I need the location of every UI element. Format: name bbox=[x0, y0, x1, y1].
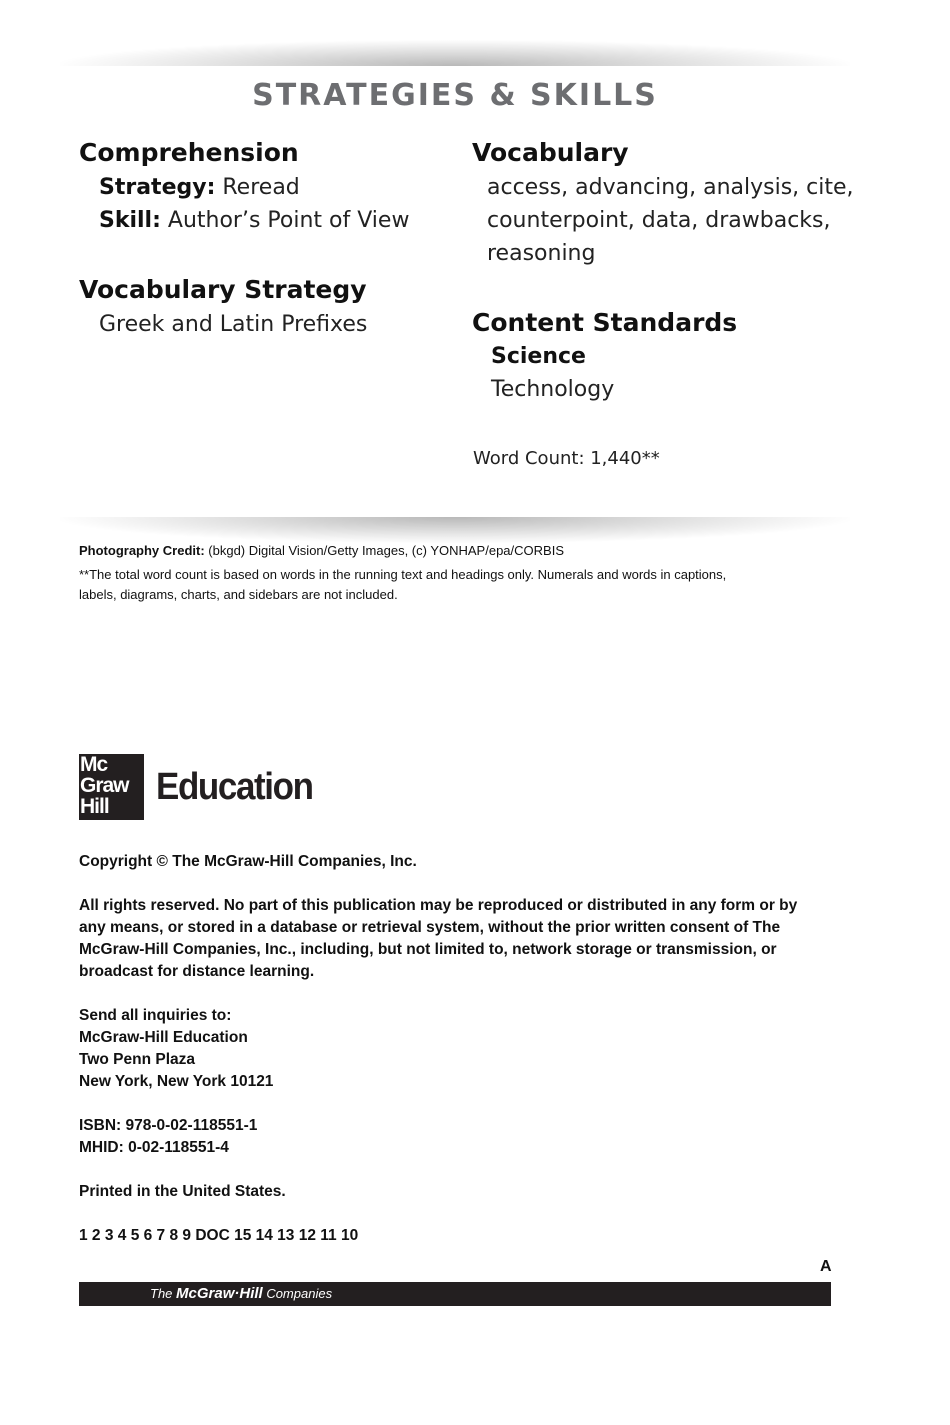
photo-credit-label: Photography Credit: bbox=[79, 543, 205, 558]
photo-credit-value: (bkgd) Digital Vision/Getty Images, (c) YONHAP/epa/CORBIS bbox=[204, 543, 564, 558]
rights-line-1: All rights reserved. No part of this publication may be reproduced or distributed in any form or by bbox=[79, 897, 798, 914]
comprehension-heading: Comprehension bbox=[79, 138, 299, 167]
strategy-line bbox=[99, 175, 300, 200]
skill-label: Skill: bbox=[99, 208, 161, 233]
footer-companies: Companies bbox=[262, 1286, 333, 1301]
banner-top-shadow bbox=[60, 40, 850, 66]
footer-the: The bbox=[150, 1286, 177, 1301]
footer-brand: McGraw·Hill bbox=[176, 1285, 263, 1302]
banner-title: STRATEGIES & SKILLS bbox=[252, 78, 658, 113]
inquiries-line-3: Two Penn Plaza bbox=[79, 1051, 195, 1068]
isbn: ISBN: 978-0-02-118551-1 bbox=[79, 1117, 258, 1134]
footer-logo bbox=[150, 1285, 332, 1302]
rights-line-2: any means, or stored in a database or retrieval system, without the prior written consent of The bbox=[79, 919, 781, 936]
copyright-line: Copyright © The McGraw-Hill Companies, Inc. bbox=[79, 853, 417, 870]
logo-wordmark: Education bbox=[156, 766, 313, 808]
vocabulary-line-3: reasoning bbox=[487, 241, 596, 266]
word-count: Word Count: 1,440** bbox=[473, 448, 660, 469]
logo-mark-line-3: Hill bbox=[80, 795, 109, 818]
strategy-value: Reread bbox=[215, 175, 300, 200]
vocabulary-heading: Vocabulary bbox=[472, 138, 629, 167]
inquiries-line-1: Send all inquiries to: bbox=[79, 1007, 232, 1024]
content-topic: Technology bbox=[491, 377, 615, 402]
mhid: MHID: 0-02-118551-4 bbox=[79, 1139, 229, 1156]
skill-value: Author’s Point of View bbox=[160, 208, 410, 233]
banner-top-edge bbox=[0, 66, 950, 76]
vocab-strategy-value: Greek and Latin Prefixes bbox=[99, 312, 368, 337]
photo-credit bbox=[79, 541, 564, 561]
strategy-label: Strategy: bbox=[99, 175, 216, 200]
word-count-note-2: labels, diagrams, charts, and sidebars are not included. bbox=[79, 587, 398, 602]
mcgraw-hill-logo-mark bbox=[79, 754, 144, 820]
word-count-note-1: **The total word count is based on words in the running text and headings only. Numerals and words in captions, bbox=[79, 567, 727, 582]
print-line: 1 2 3 4 5 6 7 8 9 DOC 15 14 13 12 11 10 bbox=[79, 1227, 359, 1244]
vocab-strategy-heading: Vocabulary Strategy bbox=[79, 275, 367, 304]
corner-letter: A bbox=[820, 1258, 832, 1275]
vocabulary-line-2: counterpoint, data, drawbacks, bbox=[487, 208, 831, 233]
logo-mark-line-1: Mc bbox=[80, 753, 108, 776]
vocabulary-line-1: access, advancing, analysis, cite, bbox=[487, 175, 854, 200]
footer-bar bbox=[79, 1282, 831, 1306]
skill-line bbox=[99, 208, 409, 233]
content-subject: Science bbox=[491, 344, 586, 369]
rights-line-3: McGraw-Hill Companies, Inc., including, but not limited to, network storage or transmission, or bbox=[79, 941, 777, 958]
inquiries-line-2: McGraw-Hill Education bbox=[79, 1029, 248, 1046]
printed-in: Printed in the United States. bbox=[79, 1183, 286, 1200]
content-standards-heading: Content Standards bbox=[472, 308, 738, 337]
rights-line-4: broadcast for distance learning. bbox=[79, 963, 315, 980]
logo-mark-line-2: Graw bbox=[80, 774, 129, 797]
inquiries-line-4: New York, New York 10121 bbox=[79, 1073, 274, 1090]
banner-bottom-shadow bbox=[60, 517, 850, 543]
